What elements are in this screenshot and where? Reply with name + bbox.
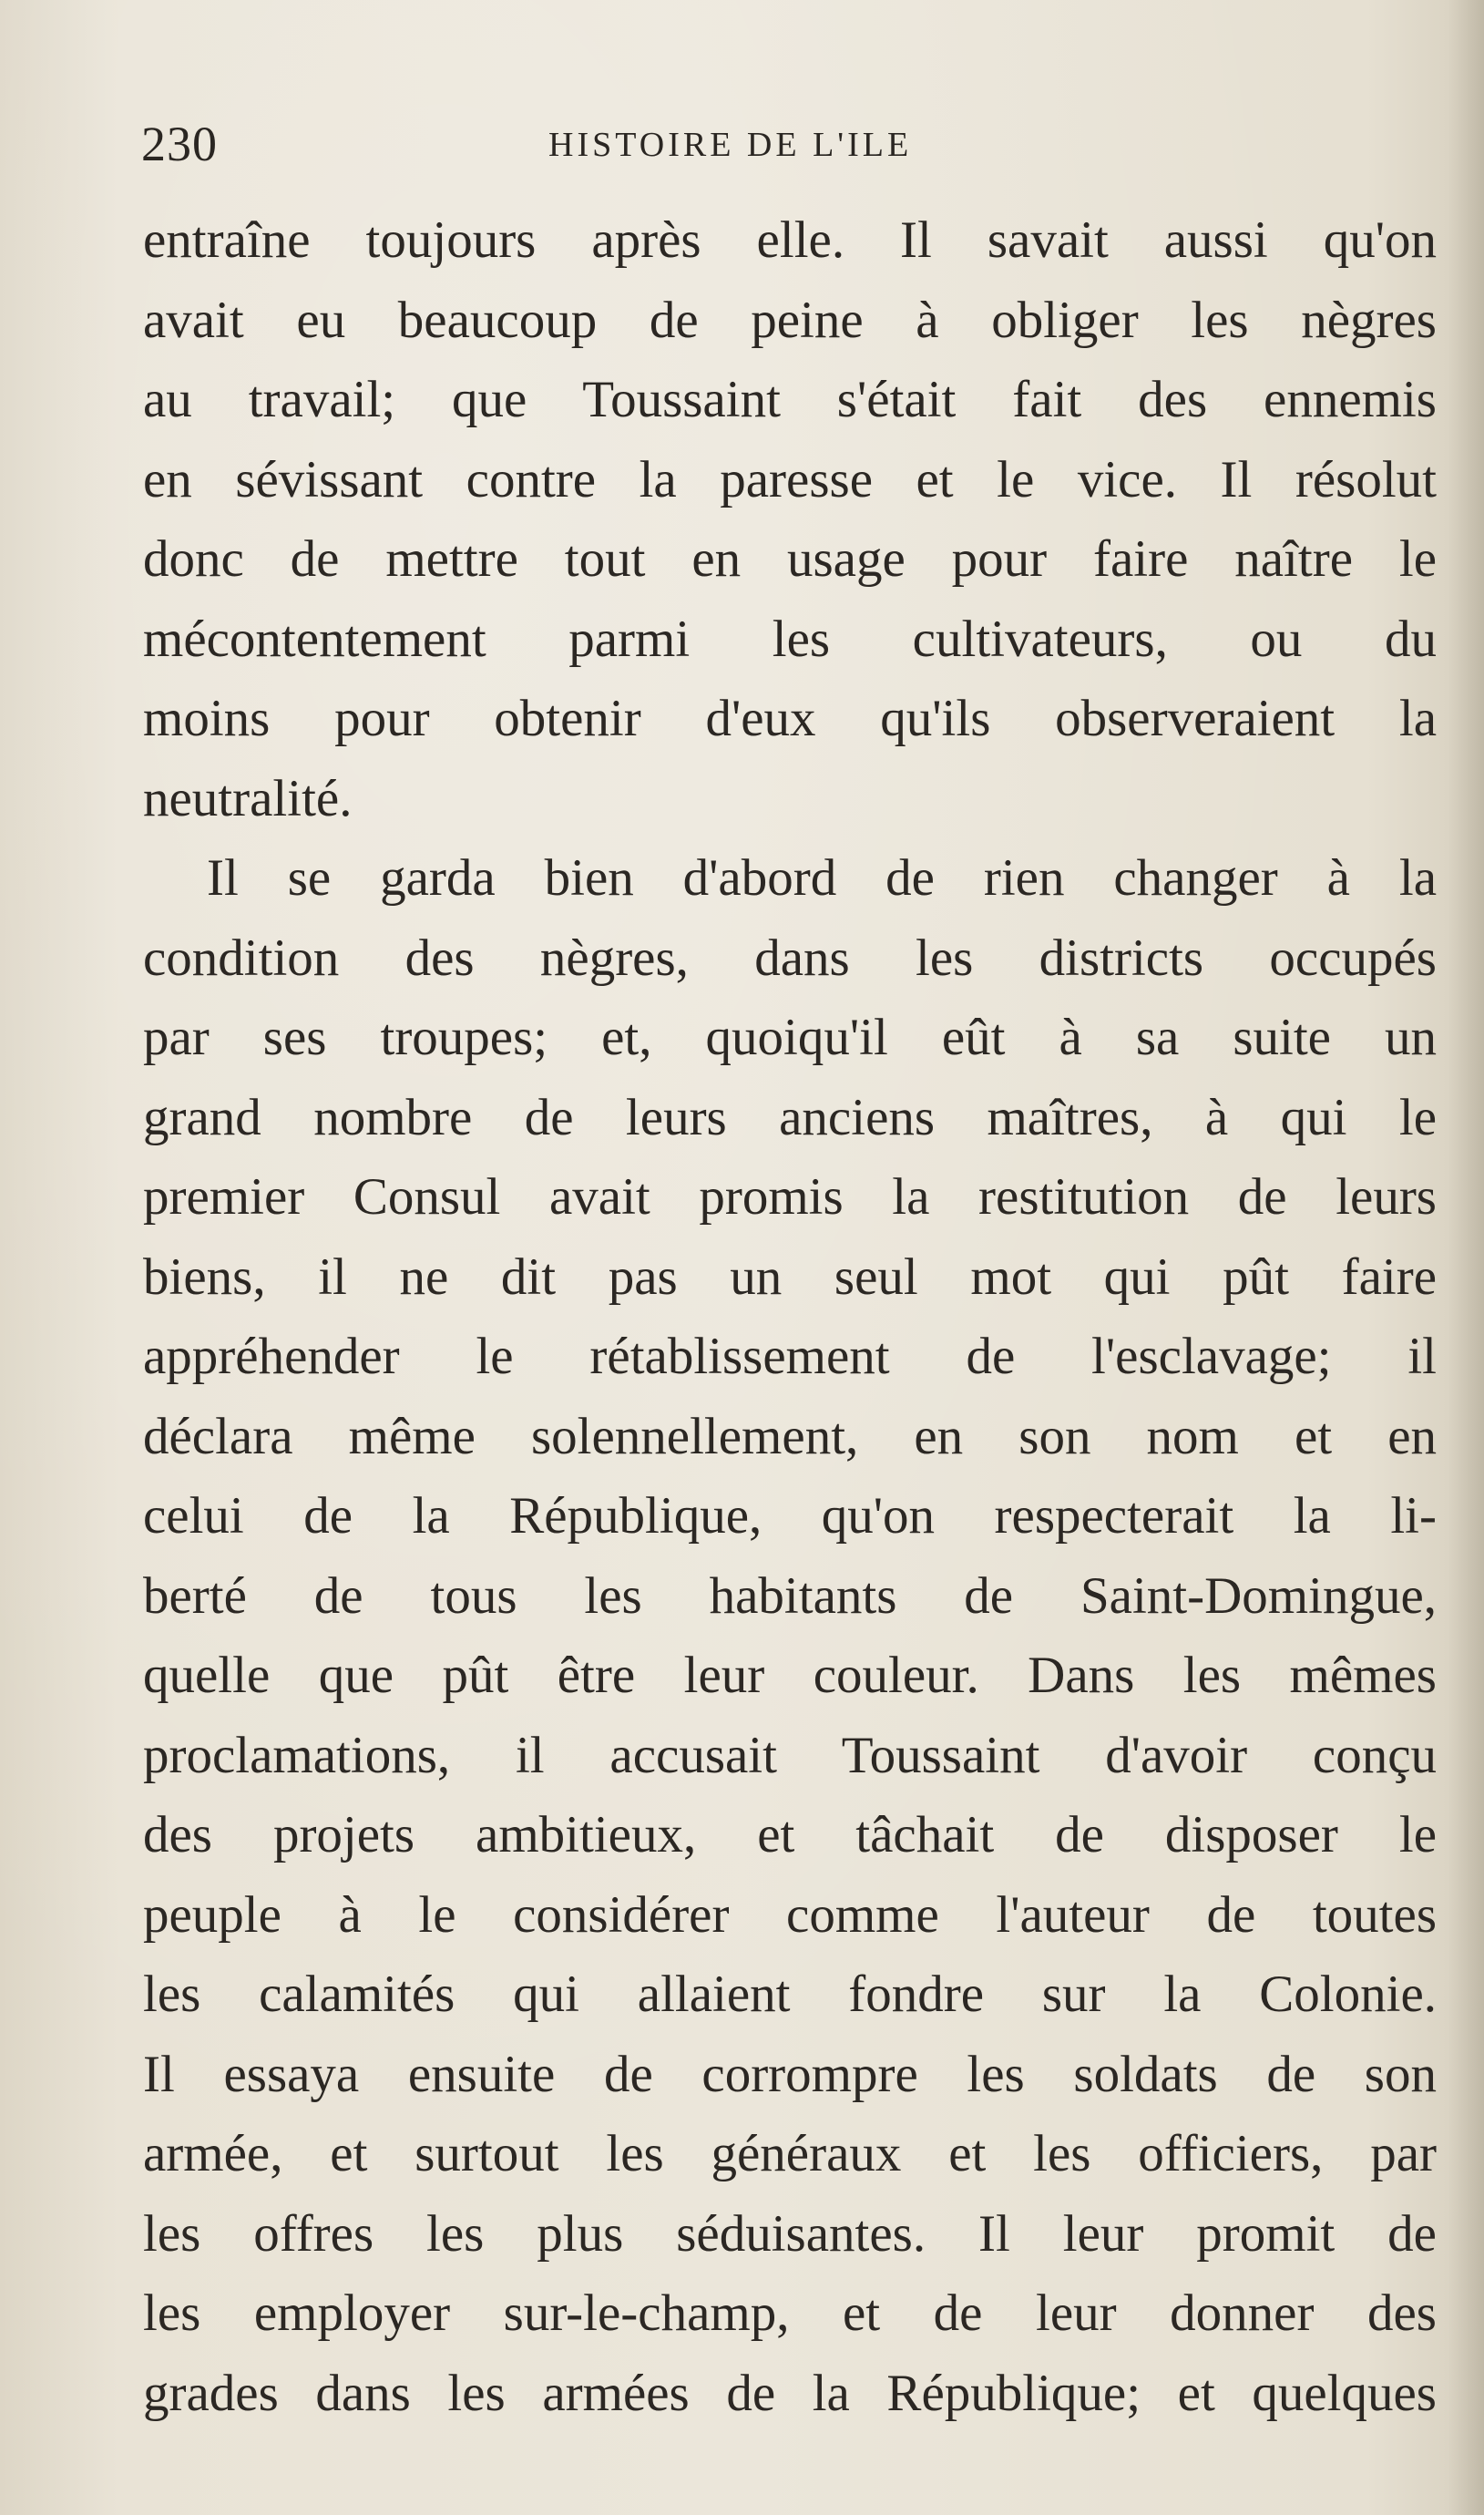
text-line: des projets ambitieux, et tâchait de disposer le	[143, 1806, 1437, 1863]
text-line: grand nombre de leurs anciens maîtres, à qui le	[143, 1088, 1437, 1146]
text-line: avait eu beaucoup de peine à obliger les nègres	[143, 291, 1437, 349]
text-line: par ses troupes; et, quoiqu'il eût à sa suite un	[143, 1009, 1437, 1066]
body-text	[143, 200, 1437, 2433]
text-line: au travail; que Toussaint s'était fait des ennemis	[143, 371, 1437, 428]
text-line: celui de la République, qu'on respecterait la li-	[143, 1487, 1437, 1545]
text-line: armée, et surtout les généraux et les officiers, par	[143, 2125, 1437, 2182]
text-line: condition des nègres, dans les districts occupés	[143, 929, 1437, 987]
text-line: appréhender le rétablissement de l'esclavage; il	[143, 1328, 1437, 1385]
page-gutter-shadow	[1448, 0, 1484, 2515]
text-line: biens, il ne dit pas un seul mot qui pût faire	[143, 1247, 1437, 1306]
text-line: premier Consul avait promis la restitution de leurs	[143, 1168, 1437, 1226]
text-line: moins pour obtenir d'eux qu'ils observeraient la	[143, 690, 1437, 747]
page-number: 230	[141, 117, 218, 171]
text-line: les calamités qui allaient fondre sur la Colonie.	[143, 1966, 1437, 2023]
text-line: Il essaya ensuite de corrompre les soldats de son	[143, 2045, 1437, 2103]
running-head	[141, 117, 1435, 171]
text-line-paragraph-end: neutralité.	[143, 769, 353, 827]
text-line: les employer sur-le-champ, et de leur donner des	[143, 2284, 1437, 2342]
text-line: entraîne toujours après elle. Il savait aussi qu'on	[143, 211, 1437, 269]
text-line: les offres les plus séduisantes. Il leur promit de	[143, 2204, 1437, 2263]
text-line: proclamations, il accusait Toussaint d'avoir conçu	[143, 1726, 1437, 1784]
text-line: donc de mettre tout en usage pour faire naître le	[143, 530, 1437, 588]
text-line: quelle que pût être leur couleur. Dans les mêmes	[143, 1647, 1437, 1704]
text-line: berté de tous les habitants de Saint-Domingue,	[143, 1566, 1437, 1625]
text-line-paragraph-start: Il se garda bien d'abord de rien changer à la	[207, 849, 1437, 907]
text-line: mécontentement parmi les cultivateurs, ou du	[143, 610, 1437, 668]
text-line: peuple à le considérer comme l'auteur de toutes	[143, 1885, 1437, 1944]
running-title: HISTOIRE DE L'ILE	[548, 126, 913, 164]
text-line: grades dans les armées de la République; et quelques	[143, 2364, 1437, 2422]
text-line: en sévissant contre la paresse et le vice. Il résolut	[143, 450, 1437, 508]
text-line: déclara même solennellement, en son nom et en	[143, 1407, 1437, 1465]
